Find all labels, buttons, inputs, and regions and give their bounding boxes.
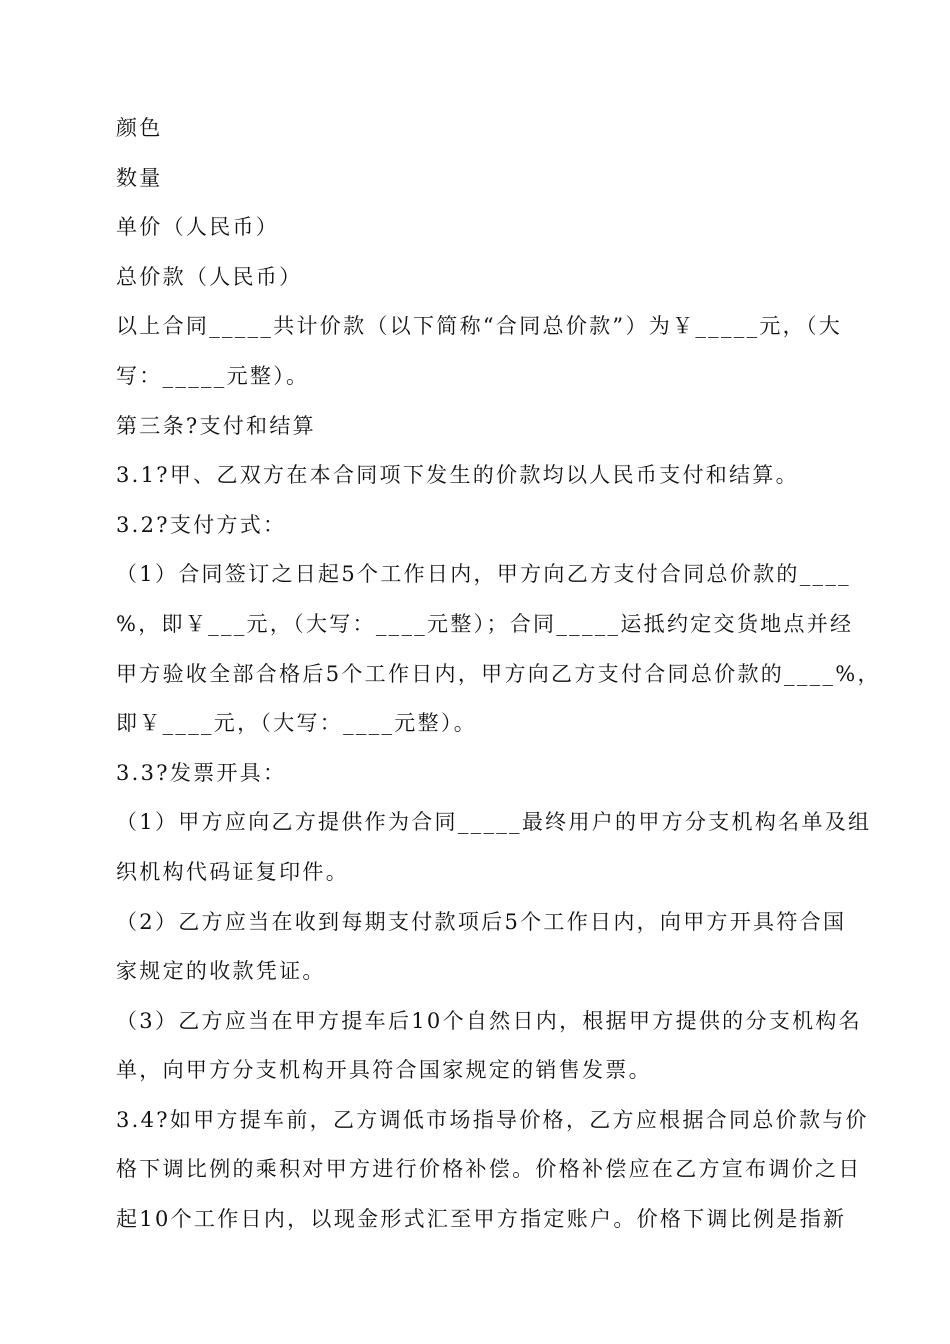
text-line: 织机构代码证复印件。 [116,859,349,884]
text-line: 甲方验收全部合格后5个工作日内，甲方向乙方支付合同总价款的____%， [116,661,881,686]
text-line: 单价（人民币） [116,215,280,240]
text-line: （1）合同签订之日起5个工作日内，甲方向乙方支付合同总价款的____ [116,562,851,587]
text-line: （1）甲方应向乙方提供作为合同_____最终用户的甲方分支机构名单及组 [116,810,872,835]
text-line: 颜色 [116,116,163,140]
text-line: 以上合同_____共计价款（以下简称“合同总价款”）为￥_____元，（大 [116,314,843,339]
text-line: （3）乙方应当在甲方提车后10个自然日内，根据甲方提供的分支机构名 [116,1008,862,1033]
document-body [116,104,881,1245]
text-line: 格下调比例的乘积对甲方进行价格补偿。价格补偿应在乙方宣布调价之日 [116,1157,862,1182]
text-line: 总价款（人民币） [116,264,303,289]
text-line: 单，向甲方分支机构开具符合国家规定的销售发票。 [116,1058,652,1083]
text-line: （2）乙方应当在收到每期支付款项后5个工作日内，向甲方开具符合国 [116,909,847,934]
text-line: 数量 [116,165,163,190]
clause-3-2-heading: 3.2?支付方式： [116,512,287,537]
text-line: %，即￥___元，（大写：____元整）；合同_____运抵约定交货地点并经 [116,611,854,636]
clause-3-3-heading: 3.3?发票开具： [116,760,287,785]
clause-3-4: 3.4?如甲方提车前，乙方调低市场指导价格，乙方应根据合同总价款与价 [116,1107,869,1132]
section-heading: 第三条?支付和结算 [116,413,316,438]
clause-3-1: 3.1?甲、乙双方在本合同项下发生的价款均以人民币支付和结算。 [116,463,799,488]
text-line: 家规定的收款凭证。 [116,959,326,984]
text-line: 起10个工作日内，以现金形式汇至甲方指定账户。价格下调比例是指新 [116,1207,847,1232]
text-line: 即￥____元，（大写：____元整）。 [116,711,477,736]
text-line: 写：_____元整）。 [116,363,310,388]
